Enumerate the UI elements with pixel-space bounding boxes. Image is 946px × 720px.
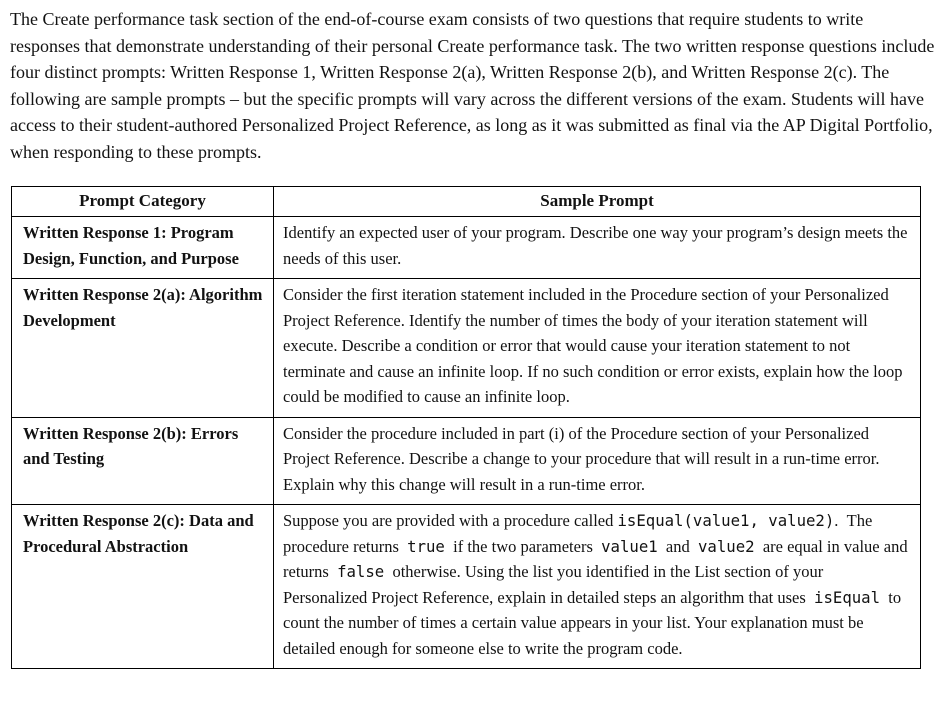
column-header-prompt-category: Prompt Category <box>12 187 274 217</box>
prompt-table <box>11 186 921 669</box>
inline-code: value1 <box>601 536 658 556</box>
inline-code: false <box>337 562 385 581</box>
prompt-category-cell: Written Response 2(c): Data and Procedural Abstraction <box>12 505 274 669</box>
sample-prompt-cell: Consider the procedure included in part (i) of the Procedure section of your Personalized Project Reference. Describe a change to your procedure that will result in a run-time error. Explain why this change will result in a run-time error. <box>274 417 921 505</box>
sample-prompt-cell: Suppose you are provided with a procedure called isEqual(value1, value2). The procedure returns true if the two parameters value1 and value2 are equal in value and returns false otherwise. Using the list you identified in the List section of your Personalized Project Reference, explain in detailed steps an algorithm that uses isEqual to count the number of times a certain value appears in your list. Your explanation must be detailed enough for someone else to write the program code. <box>274 505 921 669</box>
inline-code: isEqual(value1, value2) <box>617 511 835 530</box>
inline-code: isEqual <box>814 587 881 607</box>
column-header-sample-prompt: Sample Prompt <box>274 187 921 217</box>
prompt-table-body <box>12 217 921 669</box>
sample-prompt-cell: Identify an expected user of your program. Describe one way your program’s design meets the needs of this user. <box>274 217 921 279</box>
table-header-row <box>12 187 921 217</box>
sample-prompt-cell: Consider the first iteration statement included in the Procedure section of your Personalized Project Reference. Identify the number of times the body of your iteration statement will execute. Describe a condition or error that would cause your iteration statement to not terminate and cause an infinite loop. If no such condition or error exists, explain how the loop could be modified to cause an infinite loop. <box>274 279 921 418</box>
prompt-category-cell: Written Response 1: Program Design, Function, and Purpose <box>12 217 274 279</box>
prompt-category-cell: Written Response 2(a): Algorithm Development <box>12 279 274 418</box>
table-row-written-response-2c <box>12 505 921 669</box>
inline-code: value2 <box>698 536 755 556</box>
inline-code: true <box>407 536 445 556</box>
table-row-written-response-2a <box>12 279 921 418</box>
prompt-category-cell: Written Response 2(b): Errors and Testing <box>12 417 274 505</box>
table-row-written-response-1 <box>12 217 921 279</box>
intro-paragraph: The Create performance task section of the end-of-course exam consists of two questions that require students to write responses that demonstrate understanding of their personal Create performance task. The two written response questions include four distinct prompts: Written Response 1, Written Response 2(a), Written Response 2(b), and Written Response 2(c). The following are sample prompts – but the specific prompts will vary across the different versions of the exam. Students will have access to their student-authored Personalized Project Reference, as long as it was submitted as final via the AP Digital Portfolio, when responding to these prompts. <box>10 9 935 162</box>
table-row-written-response-2b <box>12 417 921 505</box>
